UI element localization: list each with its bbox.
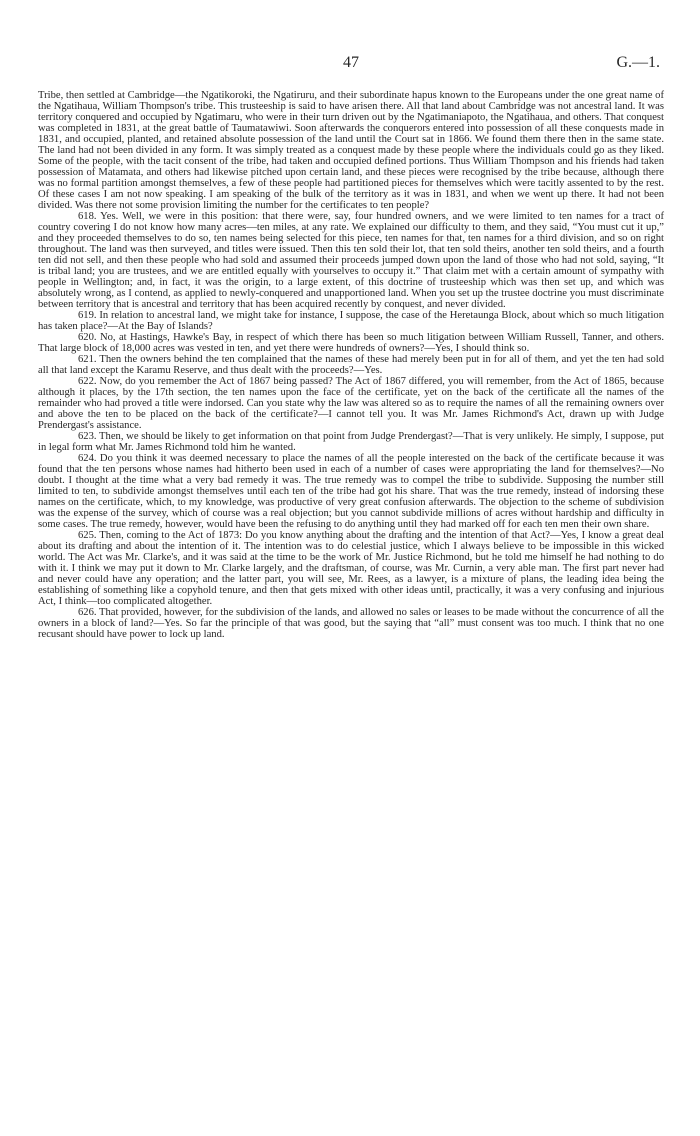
series-reference: G.—1. xyxy=(616,54,660,71)
paragraph-622: 622. Now, do you remember the Act of 1867 being passed? The Act of 1867 differed, you will remember, from the Act of 1865, because although it places, by the 17th section, the ten names upon the face of the certificate, yet on the back of the certificate all the names of the remainder who had proved a title were indorsed. Can you state why the law was altered so as to require the names of all the remaining owners over and above the ten to be placed on the back of the certificate?—I cannot tell you. It was Mr. James Richmond's Act, drawn up with Judge Prendergast's assistance. xyxy=(38,376,664,431)
paragraph-626: 626. That provided, however, for the subdivision of the lands, and allowed no sales or leases to be made without the concurrence of all the owners in a block of land?—Yes. So far the principle of that was good, but the saying that “all” must consent was too much. I think that no one recusant should have power to lock up land. xyxy=(38,607,664,640)
paragraph-623: 623. Then, we should be likely to get information on that point from Judge Prendergast?—That is very unlikely. He simply, I suppose, put in legal form what Mr. James Richmond told him he wanted. xyxy=(38,431,664,453)
paragraph-620: 620. No, at Hastings, Hawke's Bay, in respect of which there has been so much litigation between William Russell, Tanner, and others. That large block of 18,000 acres was vested in ten, and yet there were hundreds of owners?—Yes, I should think so. xyxy=(38,332,664,354)
paragraph-621: 621. Then the owners behind the ten complained that the names of these had merely been put in for all of them, and yet the ten had sold all that land except the Karamu Reserve, and thus dealt with the proceeds?—Yes. xyxy=(38,354,664,376)
paragraph-continuation: Tribe, then settled at Cambridge—the Ngatikoroki, the Ngatiruru, and their subordinate hapus known to the Europeans under the one great name of the Ngatihaua, William Thompson's tribe. This trusteeship is said to have arisen there. All that land about Cambridge was not ancestral land. It was territory conquered and occupied by Ngatimaru, who were in their turn driven out by the Ngatimaniapoto, the Ngatihaua, and others. That conquest was completed in 1831, at the great battle of Taumatawiwi. Soon afterwards the conquerors entered into possession of all these conquests made in 1831, and occupied, planted, and retained absolute possession of the land until the Court sat in 1866. We found them there then in the same state. The land had not been divided in any form. It was simply treated as a conquest made by these people where the individuals could go as they liked. Some of the people, with the tacit consent of the tribe, had taken and occupied defined portions. Thus William Thompson and his friends had taken possession of Matamata, and others had likewise pitched upon certain land, and these pieces were recognised by the tribe because, although there was no formal partition amongst themselves, a few of these people had partitioned pieces for themselves which were tacitly assented to by the rest. Of these cases I am not now speaking. I am speaking of the bulk of the territory as it was in 1831, and when we went up there. It had not been divided. Was there not some provision limiting the number for the certificates to ten people? xyxy=(38,90,664,211)
document-body xyxy=(38,90,664,640)
paragraph-619: 619. In relation to ancestral land, we might take for instance, I suppose, the case of the Heretaunga Block, about which so much litigation has taken place?—At the Bay of Islands? xyxy=(38,310,664,332)
paragraph-624: 624. Do you think it was deemed necessary to place the names of all the people interested on the back of the certificate because it was found that the ten persons whose names had hitherto been used in each of a number of cases were appropriating the land for themselves?—No doubt. I thought at the time what a very bad remedy it was. The true remedy was to compel the tribe to subdivide. Supposing the number still limited to ten, to subdivide amongst themselves until each ten of the tribe had got his share. That was the true remedy, instead of indorsing these names on the certificate, which, to my knowledge, was productive of very great confusion afterwards. The objection to the scheme of subdivision was the expense of the survey, which of course was a real objection; but you cannot subdivide millions of acres without hardship and difficulty in some cases. The true remedy, however, would have been the refusing to do anything until they had marked off for each ten men their own share. xyxy=(38,453,664,530)
page-number: 47 xyxy=(343,54,359,71)
paragraph-618: 618. Yes. Well, we were in this position: that there were, say, four hundred owners, and we were limited to ten names for a tract of country covering I do not know how many acres—ten miles, at any rate. We explained our difficulty to them, and they said, “You must cut it up,” and they proceeded themselves to do so, ten names being selected for this piece, ten names for that, ten names for a third division, and so on right throughout. The land was then surveyed, and titles were issued. Then this ten sold their lot, that ten sold theirs, another ten sold theirs, and a fourth ten did not sell, and then these people who had sold and assumed their proceeds jumped down upon the land of those who had not sold, saying, “It is tribal land; you are trustees, and we are entitled equally with yourselves to occupy it.” That claim met with a certain amount of sympathy with people in Wellington; and, in fact, it was the origin, to a large extent, of this doctrine of trusteeship which was then set up, and which was absolutely wrong, as I contend, as applied to newly-conquered and unapportioned land. When you set up the trustee doctrine you must discriminate between territory that is ancestral and territory that has been acquired recently by conquest, and never divided. xyxy=(38,211,664,310)
paragraph-625: 625. Then, coming to the Act of 1873: Do you know anything about the drafting and the intention of that Act?—Yes, I know a great deal about its drafting and about the intention of it. The intention was to do celestial justice, which I always believe to be impossible in this wicked world. The Act was Mr. Clarke's, and it was said at the time to be the work of Mr. Justice Richmond, but he told me himself he had nothing to do with it. I think we may put it down to Mr. Clarke largely, and the draftsman, of course, was Mr. Curnin, a very able man. The first part never had and never could have any operation; and the latter part, you will see, Mr. Rees, as a lawyer, is a mixture of plans, the leading idea being the establishing of something like a copyhold tenure, and then that gets mixed with other ideas until, practically, it was a very confusing and injurious Act, I think—too complicated altogether. xyxy=(38,530,664,607)
page-header xyxy=(38,54,664,80)
